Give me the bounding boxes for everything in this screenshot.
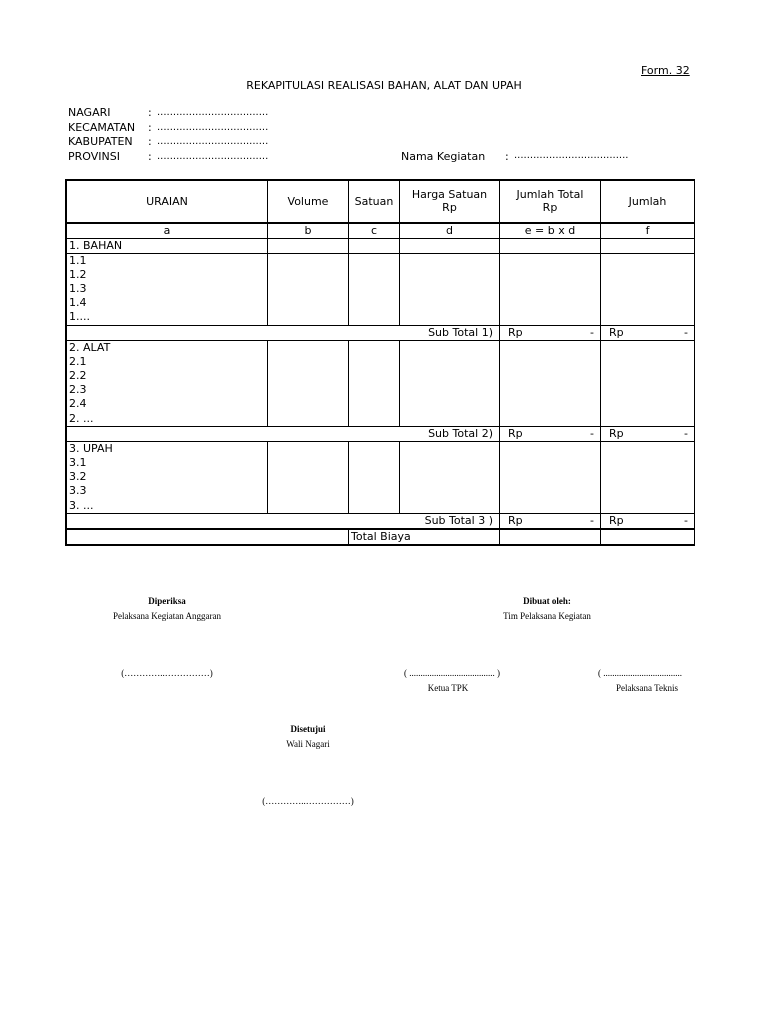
kecamatan-label: KECAMATAN	[68, 121, 136, 134]
nagari-colon: :	[148, 106, 152, 119]
kabupaten-field: ...................................	[157, 136, 269, 147]
diperiksa-role: Pelaksana Kegiatan Anggaran	[113, 611, 221, 621]
total-jumlah-total-cell	[500, 529, 601, 545]
dash: -	[590, 513, 594, 527]
header-jumlah-total-label: Jumlah Total	[516, 187, 584, 201]
dash: -	[590, 426, 594, 440]
header-jumlah-total-unit: Rp	[542, 201, 558, 215]
disetujui-role: Wali Nagari	[286, 739, 330, 749]
upah-items	[67, 441, 268, 513]
total-row	[67, 529, 695, 545]
letter-e: e = b x d	[500, 223, 601, 239]
bahan-items	[67, 253, 268, 325]
nama-kegiatan-field: ....................................	[514, 150, 629, 161]
total-biaya-label: Total Biaya	[349, 529, 500, 545]
kecamatan-colon: :	[148, 121, 152, 134]
header-jumlah: Jumlah	[601, 181, 695, 223]
section-items-row	[67, 340, 695, 426]
header-satuan: Satuan	[349, 181, 400, 223]
list-item: 1.2	[69, 267, 87, 281]
dash: -	[684, 325, 688, 339]
section-items-row	[67, 253, 695, 325]
list-item: 3.1	[69, 455, 87, 469]
subtotal-row	[67, 426, 695, 441]
subtotal-label-upah: Sub Total 3 )	[67, 513, 500, 529]
letter-a: a	[67, 223, 268, 239]
header-harga-satuan-label: Harga Satuan	[411, 187, 488, 201]
section-heading-alat: 2. ALAT	[69, 340, 111, 354]
letter-c: c	[349, 223, 400, 239]
currency-label: Rp	[609, 513, 624, 527]
subtotal-row	[67, 513, 695, 529]
page-title: REKAPITULASI REALISASI BAHAN, ALAT DAN UPAH	[246, 79, 522, 92]
disetujui-title: Disetujui	[290, 724, 326, 734]
list-item: 1.4	[69, 296, 87, 310]
subtotal-label-alat: Sub Total 2)	[67, 426, 500, 441]
list-item: 2.4	[69, 397, 87, 411]
subtotal-jumlah-total-cell	[500, 513, 601, 529]
nagari-field: ...................................	[157, 107, 269, 118]
recap-table	[65, 179, 695, 546]
list-item: 1.1	[69, 253, 87, 267]
header-uraian: URAIAN	[67, 181, 268, 223]
dibuat-title: Dibuat oleh:	[523, 596, 571, 606]
teknis-role: Pelaksana Teknis	[616, 683, 678, 693]
currency-label: Rp	[508, 325, 523, 339]
header-harga-satuan-unit: Rp	[442, 201, 457, 215]
dibuat-role: Tim Pelaksana Kegiatan	[503, 611, 591, 621]
form-number: Form. 32	[641, 64, 690, 77]
provinsi-label: PROVINSI	[68, 150, 120, 163]
ketua-role: Ketua TPK	[427, 683, 469, 693]
currency-label: Rp	[508, 426, 523, 440]
subtotal-jumlah-cell	[601, 513, 695, 529]
kecamatan-field: ...................................	[157, 122, 269, 133]
header-harga-satuan	[400, 181, 500, 223]
nama-kegiatan-colon: :	[505, 150, 509, 163]
list-item: 1.3	[69, 282, 87, 296]
subtotal-jumlah-cell	[601, 325, 695, 340]
nama-kegiatan-label: Nama Kegiatan	[401, 150, 486, 163]
letter-d: d	[400, 223, 500, 239]
section-heading-bahan: 1. BAHAN	[67, 238, 268, 253]
diperiksa-signature-blank: (…………..……………)	[121, 668, 213, 678]
header-volume: Volume	[268, 181, 349, 223]
list-item: 2.1	[69, 354, 87, 368]
section-items-row	[67, 441, 695, 513]
list-item: 1....	[69, 310, 90, 324]
header-row	[67, 181, 695, 223]
diperiksa-title: Diperiksa	[148, 596, 186, 606]
subtotal-jumlah-total-cell	[500, 426, 601, 441]
kabupaten-label: KABUPATEN	[68, 135, 133, 148]
list-item: 2.2	[69, 369, 87, 383]
column-letter-row	[67, 223, 695, 239]
letter-b: b	[268, 223, 349, 239]
currency-label: Rp	[508, 513, 523, 527]
dash: -	[684, 513, 688, 527]
dash: -	[684, 426, 688, 440]
alat-items	[67, 340, 268, 426]
dash: -	[590, 325, 594, 339]
subtotal-row	[67, 325, 695, 340]
list-item: 2.3	[69, 383, 87, 397]
list-item: 3.3	[69, 484, 87, 498]
nagari-label: NAGARI	[68, 106, 111, 119]
section-heading-upah: 3. UPAH	[69, 441, 113, 455]
kabupaten-colon: :	[148, 135, 152, 148]
subtotal-jumlah-total-cell	[500, 325, 601, 340]
disetujui-signature-blank: (…………..……………)	[262, 796, 354, 806]
provinsi-colon: :	[148, 150, 152, 163]
header-jumlah-total	[500, 181, 601, 223]
list-item: 3. ...	[69, 498, 94, 512]
ketua-signature-blank: ( ...................................... )	[404, 668, 500, 678]
subtotal-label-bahan: Sub Total 1)	[67, 325, 500, 340]
currency-label: Rp	[609, 426, 624, 440]
total-jumlah-cell	[601, 529, 695, 545]
provinsi-field: ...................................	[157, 151, 269, 162]
teknis-signature-blank: ( ...................................	[598, 668, 682, 678]
currency-label: Rp	[609, 325, 624, 339]
section-heading-row	[67, 238, 695, 253]
subtotal-jumlah-cell	[601, 426, 695, 441]
list-item: 2. ...	[69, 411, 94, 425]
list-item: 3.2	[69, 470, 87, 484]
letter-f: f	[601, 223, 695, 239]
